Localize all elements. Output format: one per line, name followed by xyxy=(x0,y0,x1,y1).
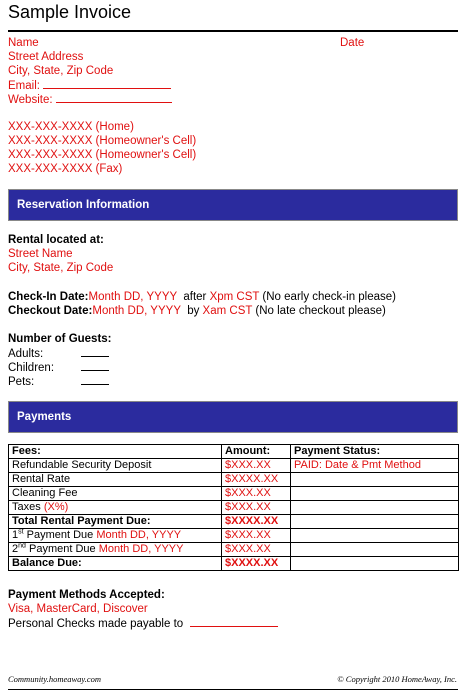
fee-status xyxy=(291,557,459,571)
payments-header: Payments xyxy=(8,401,458,433)
payment-date: Month DD, YYYY xyxy=(98,543,184,555)
fee-amount: $XXX.XX xyxy=(222,459,291,473)
checkout-time: Xam CST xyxy=(202,305,253,317)
website-label: Website: xyxy=(8,94,53,106)
phone-home: XXX-XXX-XXXX (Home) xyxy=(8,121,134,133)
table-row xyxy=(9,529,459,543)
page-title: Sample Invoice xyxy=(8,2,132,22)
email-label: Email: xyxy=(8,80,40,92)
fee-label: Balance Due: xyxy=(9,557,222,571)
fee-amount: $XXXX.XX xyxy=(222,557,291,571)
fee-status xyxy=(291,515,459,529)
fee-label-cell xyxy=(9,543,222,557)
payment-ordinal: nd xyxy=(18,542,26,550)
checkout-by: by xyxy=(187,305,200,317)
title-divider xyxy=(8,30,458,32)
fee-label: Payment Due xyxy=(26,529,94,541)
table-row xyxy=(9,459,459,473)
pets-label: Pets: xyxy=(8,376,35,388)
children-blank xyxy=(81,360,109,371)
fee-label-cell xyxy=(9,501,222,515)
phone-cell-2: XXX-XXX-XXXX (Homeowner's Cell) xyxy=(8,149,197,161)
fee-amount: $XXX.XX xyxy=(222,529,291,543)
adults-blank xyxy=(81,346,109,357)
website-blank xyxy=(56,92,172,103)
tax-rate: (X%) xyxy=(43,501,69,513)
fee-label: Payment Due xyxy=(28,543,96,555)
checkin-time: Xpm CST xyxy=(209,291,260,303)
payment-date: Month DD, YYYY xyxy=(96,529,182,541)
fee-status xyxy=(291,529,459,543)
reservation-header: Reservation Information xyxy=(8,189,458,221)
col-amount: Amount: xyxy=(222,445,291,459)
invoice-date: Date xyxy=(340,37,365,49)
phone-cell-1: XXX-XXX-XXXX (Homeowner's Cell) xyxy=(8,135,197,147)
table-row xyxy=(9,557,459,571)
checks-payee-blank xyxy=(190,616,278,627)
pets-blank xyxy=(81,374,109,385)
fee-status xyxy=(291,487,459,501)
checkout-label: Checkout Date: xyxy=(8,305,93,317)
table-row xyxy=(9,501,459,515)
checkout-date: Month DD, YYYY xyxy=(92,305,181,317)
owner-city: City, State, Zip Code xyxy=(8,65,114,77)
children-line xyxy=(8,360,109,375)
table-row xyxy=(9,473,459,487)
checks-label: Personal Checks made payable to xyxy=(8,618,184,630)
fee-amount: $XXXX.XX xyxy=(222,515,291,529)
footer-divider xyxy=(8,689,458,690)
adults-line xyxy=(8,346,109,361)
owner-street: Street Address xyxy=(8,51,84,63)
fee-amount: $XXX.XX xyxy=(222,501,291,515)
methods-label: Payment Methods Accepted: xyxy=(8,589,165,601)
checks-line xyxy=(8,616,278,631)
fee-label-cell xyxy=(9,529,222,543)
fee-label: Cleaning Fee xyxy=(9,487,222,501)
payment-ordinal: st xyxy=(18,528,24,536)
checkout-note: (No late checkout please) xyxy=(255,305,386,317)
website-line xyxy=(8,92,172,107)
fee-label: Rental Rate xyxy=(9,473,222,487)
methods-cards: Visa, MasterCard, Discover xyxy=(8,603,148,615)
table-row xyxy=(9,515,459,529)
fee-label: Total Rental Payment Due: xyxy=(9,515,222,529)
fee-status xyxy=(291,543,459,557)
fee-status xyxy=(291,501,459,515)
rental-label: Rental located at: xyxy=(8,234,104,246)
footer-website: Community.homeaway.com xyxy=(8,674,102,684)
fee-status: PAID: Date & Pmt Method xyxy=(291,459,459,473)
checkout-line xyxy=(8,304,386,318)
table-header-row xyxy=(9,445,459,459)
col-status: Payment Status: xyxy=(291,445,459,459)
fee-amount: $XXX.XX xyxy=(222,543,291,557)
col-fees: Fees: xyxy=(9,445,222,459)
fee-amount: $XXXX.XX xyxy=(222,473,291,487)
adults-label: Adults: xyxy=(8,348,44,360)
guests-label: Number of Guests: xyxy=(8,333,112,345)
pets-line xyxy=(8,374,109,389)
checkin-after: after xyxy=(183,291,207,303)
rental-street: Street Name xyxy=(8,248,73,260)
checkin-label: Check-In Date: xyxy=(8,291,89,303)
payment-num: 2 xyxy=(12,543,19,555)
checkin-date: Month DD, YYYY xyxy=(88,291,177,303)
checkin-note: (No early check-in please) xyxy=(262,291,397,303)
footer-copyright: © Copyright 2010 HomeAway, Inc. xyxy=(337,674,457,684)
email-blank xyxy=(43,78,171,89)
table-row xyxy=(9,487,459,501)
rental-city: City, State, Zip Code xyxy=(8,262,114,274)
children-label: Children: xyxy=(8,362,55,374)
fee-label: Taxes xyxy=(12,501,41,513)
fee-status xyxy=(291,473,459,487)
owner-name: Name xyxy=(8,37,39,49)
fee-label: Refundable Security Deposit xyxy=(9,459,222,473)
phone-fax: XXX-XXX-XXXX (Fax) xyxy=(8,163,123,175)
fee-amount: $XXX.XX xyxy=(222,487,291,501)
table-row xyxy=(9,543,459,557)
checkin-line xyxy=(8,290,396,304)
fees-table xyxy=(8,444,459,571)
payment-num: 1 xyxy=(12,529,19,541)
email-line xyxy=(8,78,171,93)
